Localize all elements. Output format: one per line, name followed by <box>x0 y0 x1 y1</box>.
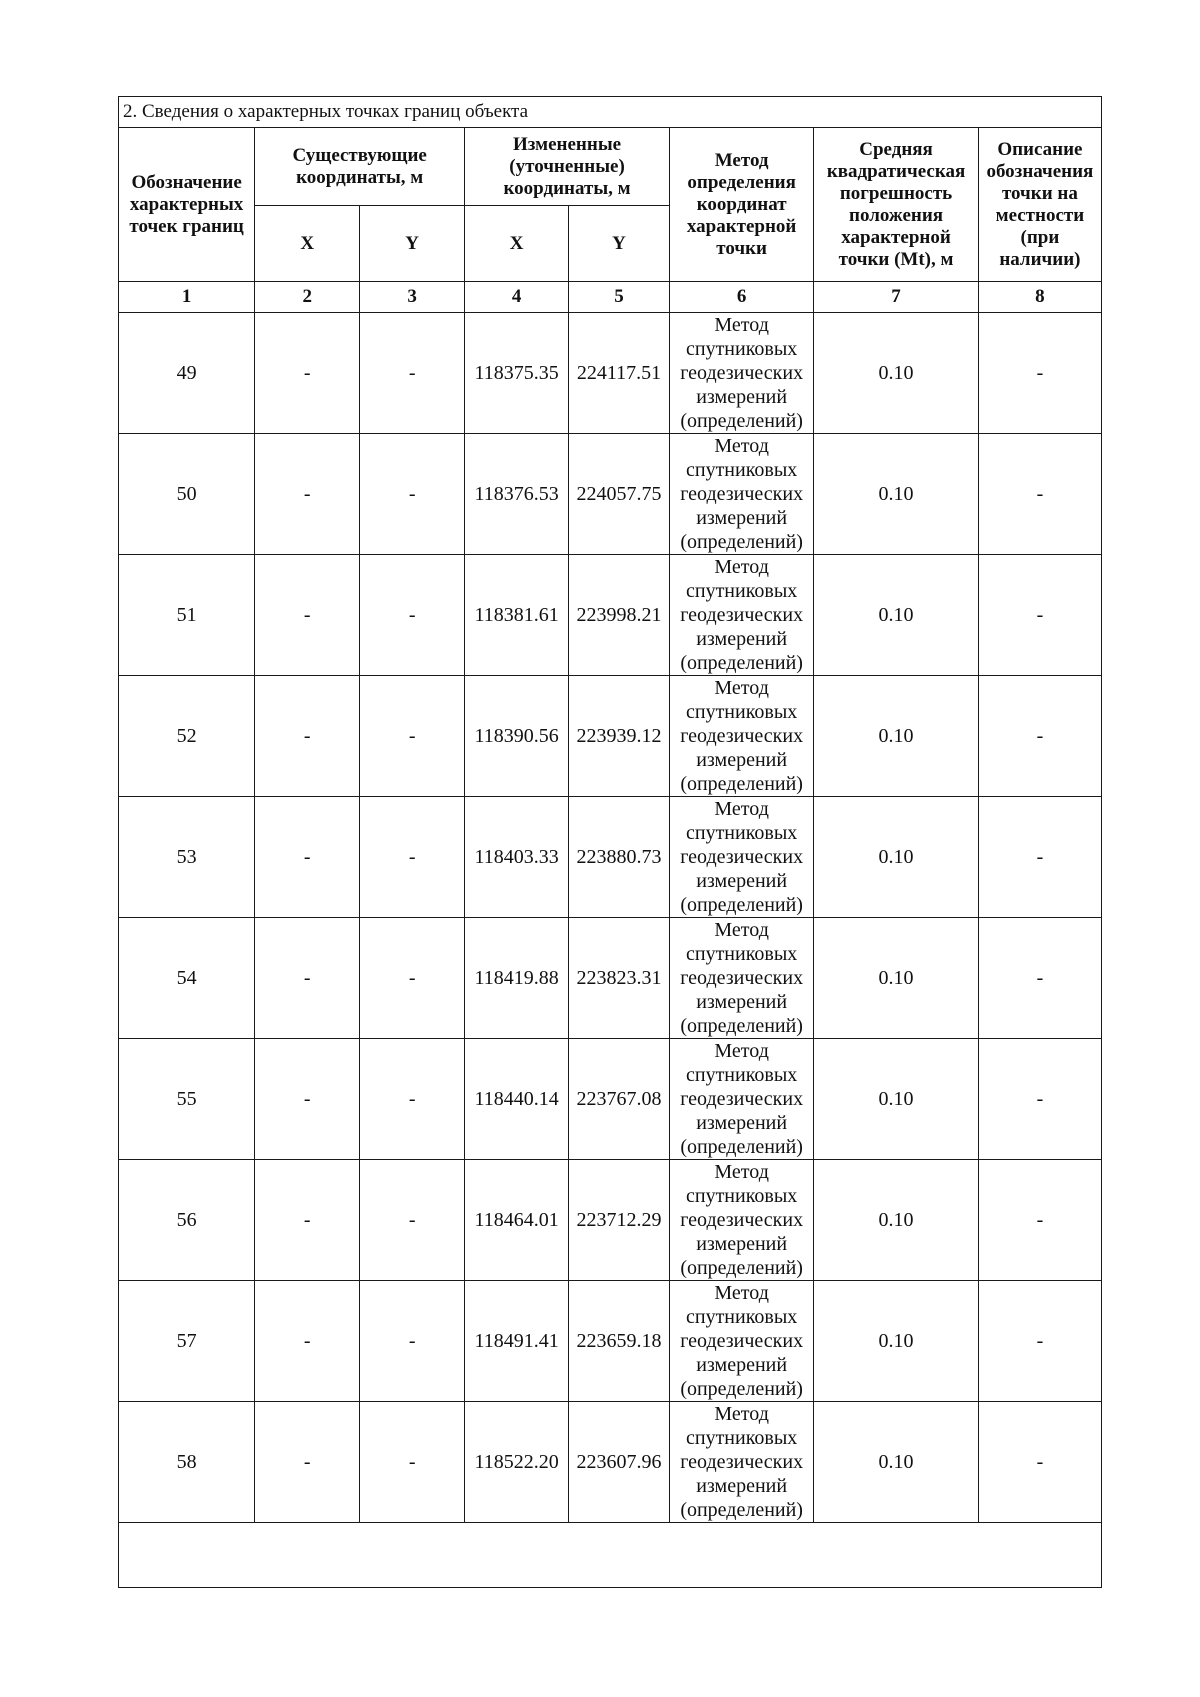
method-cell: Метод спутниковых геодезических измерений (определений) <box>669 676 813 797</box>
document-sheet <box>118 96 1102 1588</box>
method-cell: Метод спутниковых геодезических измерений (определений) <box>669 797 813 918</box>
section-title: 2. Сведения о характерных точках границ объекта <box>119 97 1102 128</box>
changed-y-cell: 224057.75 <box>569 434 670 555</box>
point-number-cell: 50 <box>119 434 255 555</box>
column-number-row <box>119 282 1102 313</box>
changed-y-cell: 223659.18 <box>569 1281 670 1402</box>
description-cell: - <box>978 1160 1101 1281</box>
column-number: 5 <box>569 282 670 313</box>
existing-x-cell: - <box>255 1160 360 1281</box>
changed-x-cell: 118419.88 <box>465 918 569 1039</box>
description-cell: - <box>978 797 1101 918</box>
changed-x-cell: 118491.41 <box>465 1281 569 1402</box>
existing-x-cell: - <box>255 676 360 797</box>
existing-x-cell: - <box>255 918 360 1039</box>
header-description: Описание обозначения точки на местности (при наличии) <box>978 128 1101 282</box>
header-changed-y: Y <box>569 206 670 282</box>
changed-x-cell: 118403.33 <box>465 797 569 918</box>
changed-y-cell: 223998.21 <box>569 555 670 676</box>
description-cell: - <box>978 555 1101 676</box>
point-number-cell: 58 <box>119 1402 255 1523</box>
existing-y-cell: - <box>360 1160 465 1281</box>
changed-x-cell: 118376.53 <box>465 434 569 555</box>
changed-y-cell: 224117.51 <box>569 313 670 434</box>
changed-x-cell: 118522.20 <box>465 1402 569 1523</box>
changed-y-cell: 223767.08 <box>569 1039 670 1160</box>
table-row <box>119 313 1102 434</box>
existing-y-cell: - <box>360 676 465 797</box>
method-cell: Метод спутниковых геодезических измерений (определений) <box>669 1160 813 1281</box>
column-number: 6 <box>669 282 813 313</box>
existing-y-cell: - <box>360 555 465 676</box>
description-cell: - <box>978 313 1101 434</box>
description-cell: - <box>978 434 1101 555</box>
existing-y-cell: - <box>360 434 465 555</box>
method-cell: Метод спутниковых геодезических измерений (определений) <box>669 1281 813 1402</box>
method-cell: Метод спутниковых геодезических измерений (определений) <box>669 434 813 555</box>
existing-x-cell: - <box>255 1039 360 1160</box>
header-changed-coordinates: Измененные (уточненные) координаты, м <box>465 128 670 206</box>
header-method: Метод определения координат характерной точки <box>669 128 813 282</box>
existing-x-cell: - <box>255 555 360 676</box>
changed-x-cell: 118390.56 <box>465 676 569 797</box>
column-number: 7 <box>814 282 979 313</box>
header-point-designation: Обозначение характерных точек границ <box>119 128 255 282</box>
header-changed-x: X <box>465 206 569 282</box>
description-cell: - <box>978 676 1101 797</box>
existing-x-cell: - <box>255 1402 360 1523</box>
table-row <box>119 1160 1102 1281</box>
changed-x-cell: 118381.61 <box>465 555 569 676</box>
column-number: 2 <box>255 282 360 313</box>
table-row <box>119 676 1102 797</box>
mean-error-cell: 0.10 <box>814 434 979 555</box>
method-cell: Метод спутниковых геодезических измерений (определений) <box>669 313 813 434</box>
existing-x-cell: - <box>255 1281 360 1402</box>
column-number: 1 <box>119 282 255 313</box>
point-number-cell: 54 <box>119 918 255 1039</box>
table-row <box>119 1281 1102 1402</box>
table-row <box>119 797 1102 918</box>
point-number-cell: 52 <box>119 676 255 797</box>
point-number-cell: 55 <box>119 1039 255 1160</box>
changed-x-cell: 118375.35 <box>465 313 569 434</box>
changed-y-cell: 223939.12 <box>569 676 670 797</box>
changed-y-cell: 223607.96 <box>569 1402 670 1523</box>
changed-y-cell: 223712.29 <box>569 1160 670 1281</box>
existing-y-cell: - <box>360 313 465 434</box>
existing-y-cell: - <box>360 1039 465 1160</box>
existing-x-cell: - <box>255 313 360 434</box>
changed-y-cell: 223880.73 <box>569 797 670 918</box>
method-cell: Метод спутниковых геодезических измерений (определений) <box>669 918 813 1039</box>
existing-y-cell: - <box>360 1281 465 1402</box>
point-number-cell: 57 <box>119 1281 255 1402</box>
method-cell: Метод спутниковых геодезических измерений (определений) <box>669 1039 813 1160</box>
empty-footer-row <box>119 1523 1102 1588</box>
mean-error-cell: 0.10 <box>814 918 979 1039</box>
table-row <box>119 1039 1102 1160</box>
column-number: 4 <box>465 282 569 313</box>
description-cell: - <box>978 1039 1101 1160</box>
existing-x-cell: - <box>255 434 360 555</box>
description-cell: - <box>978 918 1101 1039</box>
table-row <box>119 918 1102 1039</box>
existing-y-cell: - <box>360 918 465 1039</box>
description-cell: - <box>978 1402 1101 1523</box>
existing-y-cell: - <box>360 1402 465 1523</box>
point-number-cell: 56 <box>119 1160 255 1281</box>
table-row <box>119 1402 1102 1523</box>
mean-error-cell: 0.10 <box>814 313 979 434</box>
existing-y-cell: - <box>360 797 465 918</box>
point-number-cell: 53 <box>119 797 255 918</box>
existing-x-cell: - <box>255 797 360 918</box>
point-number-cell: 49 <box>119 313 255 434</box>
table-body <box>119 313 1102 1523</box>
changed-y-cell: 223823.31 <box>569 918 670 1039</box>
method-cell: Метод спутниковых геодезических измерений (определений) <box>669 555 813 676</box>
boundary-points-table <box>118 96 1102 1588</box>
mean-error-cell: 0.10 <box>814 1160 979 1281</box>
empty-footer-cell <box>119 1523 1102 1588</box>
changed-x-cell: 118440.14 <box>465 1039 569 1160</box>
column-number: 3 <box>360 282 465 313</box>
mean-error-cell: 0.10 <box>814 797 979 918</box>
description-cell: - <box>978 1281 1101 1402</box>
mean-error-cell: 0.10 <box>814 1281 979 1402</box>
column-number: 8 <box>978 282 1101 313</box>
mean-error-cell: 0.10 <box>814 1039 979 1160</box>
header-existing-coordinates: Существующие координаты, м <box>255 128 465 206</box>
changed-x-cell: 118464.01 <box>465 1160 569 1281</box>
mean-error-cell: 0.10 <box>814 676 979 797</box>
table-row <box>119 555 1102 676</box>
header-existing-x: X <box>255 206 360 282</box>
method-cell: Метод спутниковых геодезических измерений (определений) <box>669 1402 813 1523</box>
mean-error-cell: 0.10 <box>814 1402 979 1523</box>
mean-error-cell: 0.10 <box>814 555 979 676</box>
point-number-cell: 51 <box>119 555 255 676</box>
header-mean-error: Средняя квадратическая погрешность положения характерной точки (Mt), м <box>814 128 979 282</box>
header-existing-y: Y <box>360 206 465 282</box>
table-row <box>119 434 1102 555</box>
